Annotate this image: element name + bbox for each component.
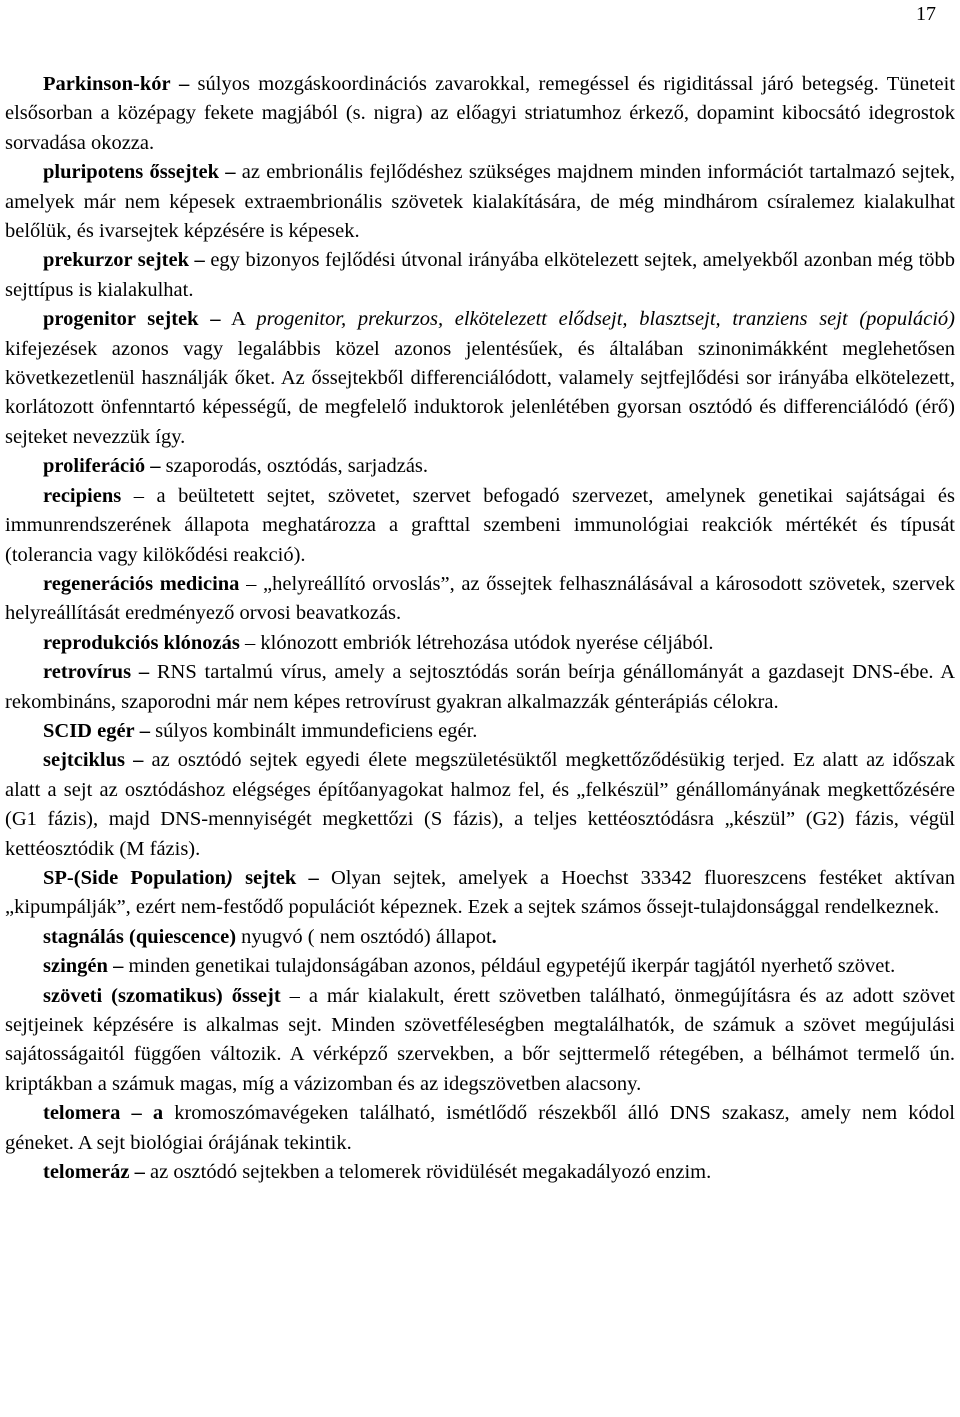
term: Parkinson-kór [43, 73, 171, 95]
term: stagnálás (quiescence) [43, 925, 237, 948]
glossary-entry-retrovirus [5, 658, 955, 717]
term: telomera – a [43, 1102, 164, 1125]
term: progenitor sejtek [43, 308, 199, 331]
dash: – [194, 249, 205, 272]
term: recipiens [43, 484, 122, 507]
glossary-entry-prekurzor [5, 246, 955, 305]
term-paren: ) [226, 866, 233, 889]
definition: egy bizonyos fejlődési útvonal irányába elkötelezett sejtek, amelyekből azonban még több sejttípus is kialakulhat. [5, 249, 956, 301]
glossary-entry-telomera [5, 1099, 955, 1158]
definition: az embrionális fejlődéshez szükséges majdnem minden információt tartalmazó sejtek, amelyek már nem képesek extraembrionális szövetek kialakítására, de még mindhárom csíralemez kialakulhat belőlük, és ivarsejtek képzésére is képesek. [5, 161, 955, 243]
definition: az osztódó sejtek egyedi élete megszületésüktől megkettőződésükig terjed. Ez alatt az időszak alatt a sejt az osztódáshoz elégséges építőanyagokat halmoz fel, és „felkészül” génállományának megkettőzésére (G1 fázis), majd DNS-mennyiségét megkettőzi (S fázis), a teljes kettéosztódásra „készül” (G2) fázis, végül kettéosztódik (M fázis). [5, 749, 955, 860]
glossary-entry-regeneracios-medicina [5, 570, 955, 629]
dash: – [139, 719, 151, 742]
definition: súlyos kombinált immundeficiens egér. [150, 719, 478, 742]
dash: – [289, 984, 300, 1007]
glossary-entry-sejtciklus [5, 746, 955, 864]
definition: súlyos mozgáskoordinációs zavarokkal, remegéssel és rigiditással járó betegség. Tüneteit elsősorban a középagy fekete magjából (s. nigra) az előagyi striatumhoz érkező, dopamint kibocsátó idegrostok sorvadása okozza. [5, 73, 956, 154]
definition-rest: kifejezések azonos vagy legalábbis közel azonos jelentésűek, és általában szinonimákként meglehetősen következetlenül használják őket. Az őssejtekből differenciálódott, valamely sejtfejlődési sor irányába elkötelezett, korlátozott önfenntartó képességű, de megfelelő induktorok jelenlétében gyorsan osztódó és differenciálódó (érő) sejteket nevezzük így. [5, 337, 955, 448]
glossary-entry-pluripotens [5, 158, 955, 246]
term: reprodukciós klónozás [43, 631, 240, 654]
term: regenerációs medicina [43, 572, 240, 595]
page-number: 17 [916, 3, 936, 25]
glossary-entry-stagnalas [5, 923, 955, 952]
term: szingén [43, 955, 108, 978]
definition: klónozott embriók létrehozása utódok nyerése céljából. [255, 631, 714, 654]
glossary-entry-parkinson [5, 70, 955, 158]
term: szöveti (szomatikus) őssejt [43, 984, 281, 1007]
glossary-entry-proliferacio [5, 452, 955, 481]
dash: – [138, 661, 150, 684]
dash: – [245, 631, 256, 654]
glossary-entry-telomeraz [5, 1158, 955, 1187]
dash: – [178, 73, 190, 95]
term: SP-(Side Population [43, 866, 227, 889]
dash: – [113, 955, 124, 978]
term: pluripotens őssejtek [43, 161, 219, 184]
dash: – [133, 749, 144, 772]
definition: kromoszómavégeken található, ismétlődő részekből álló DNS szakasz, amely nem kódol géneket. A sejt biológiai órájának tekintik. [5, 1102, 955, 1154]
term: telomeráz [43, 1161, 130, 1184]
definition: szaporodás, osztódás, sarjadzás. [160, 455, 429, 478]
dash: – [225, 161, 236, 184]
term: sejtciklus [43, 749, 125, 772]
term: retrovírus [43, 661, 132, 684]
definition-end: . [491, 925, 497, 948]
dash: – [150, 455, 161, 478]
glossary-entry-scid-eger [5, 717, 955, 746]
definition: „helyreállító orvoslás”, az őssejtek felhasználásával a károsodott szövetek, szervek helyreállítását eredményező orvosi beavatkozás. [5, 572, 955, 625]
dash: – [210, 308, 221, 331]
definition: nyugvó ( nem osztódó) állapot [236, 925, 492, 948]
dash: – [246, 572, 257, 595]
definition-start: A [220, 308, 257, 331]
definition: RNS tartalmú vírus, amely a sejtosztódás során beírja génállományát a gazdasejt DNS-ébe. A rekombináns, szaporodni már nem képes retrovírust gyakran alkalmazzák génterápiás célokra. [5, 661, 955, 713]
definition-italic: progenitor, prekurzos, elkötelezett elődsejt, blasztsejt, tranziens sejt (populáció) [256, 308, 955, 331]
glossary-entry-progenitor [5, 305, 955, 452]
dash: – [308, 866, 319, 889]
dash: – [134, 1161, 145, 1184]
term-suffix: sejtek [232, 866, 297, 889]
glossary [5, 70, 955, 1187]
dash: – [133, 484, 144, 507]
glossary-entry-recipiens [5, 482, 955, 570]
definition: az osztódó sejtekben a telomerek rövidülését megakadályozó enzim. [144, 1161, 712, 1184]
term: SCID egér [43, 719, 135, 742]
term: proliferáció [43, 455, 146, 478]
glossary-entry-szingen [5, 952, 955, 981]
definition: a már kialakult, érett szövetben található, önmegújításra és az adott szövet sejtjeinek képzésére is alkalmas sejt. Minden szövetféleségben megtalálhatók, de számuk a szövet megújulási sajátosságaitól függően változik. A vérképző szervekben, a bőr sejttermelő rétegében, a bélhámot termelő ún. kriptákban a számuk magas, míg a vázizomban és az idegszövetben alacsony. [5, 984, 956, 1095]
definition: a beültetett sejtet, szövetet, szervet befogadó szervezet, amelynek genetikai sajátságai és immunrendszerének állapota meghatározza a grafttal szembeni immunológiai reakciók mértékét és típusát (tolerancia vagy kilökődési reakció). [5, 484, 956, 566]
glossary-entry-sp-sejtek [5, 864, 955, 923]
glossary-entry-szoveti-ossejt [5, 982, 955, 1100]
term: prekurzor sejtek [43, 249, 189, 272]
definition: Olyan sejtek, amelyek a Hoechst 33342 fluoreszcens festéket aktívan „kipumpálják”, ezért nem-festődő populációt képeznek. Ezek a sejtek számos őssejt-tulajdonsággal rendelkeznek. [5, 866, 955, 919]
definition: minden genetikai tulajdonságában azonos, például egypetéjű ikerpár tagjától nyerhető szövet. [123, 955, 896, 978]
glossary-entry-reprodukcios-klonozas [5, 629, 955, 658]
